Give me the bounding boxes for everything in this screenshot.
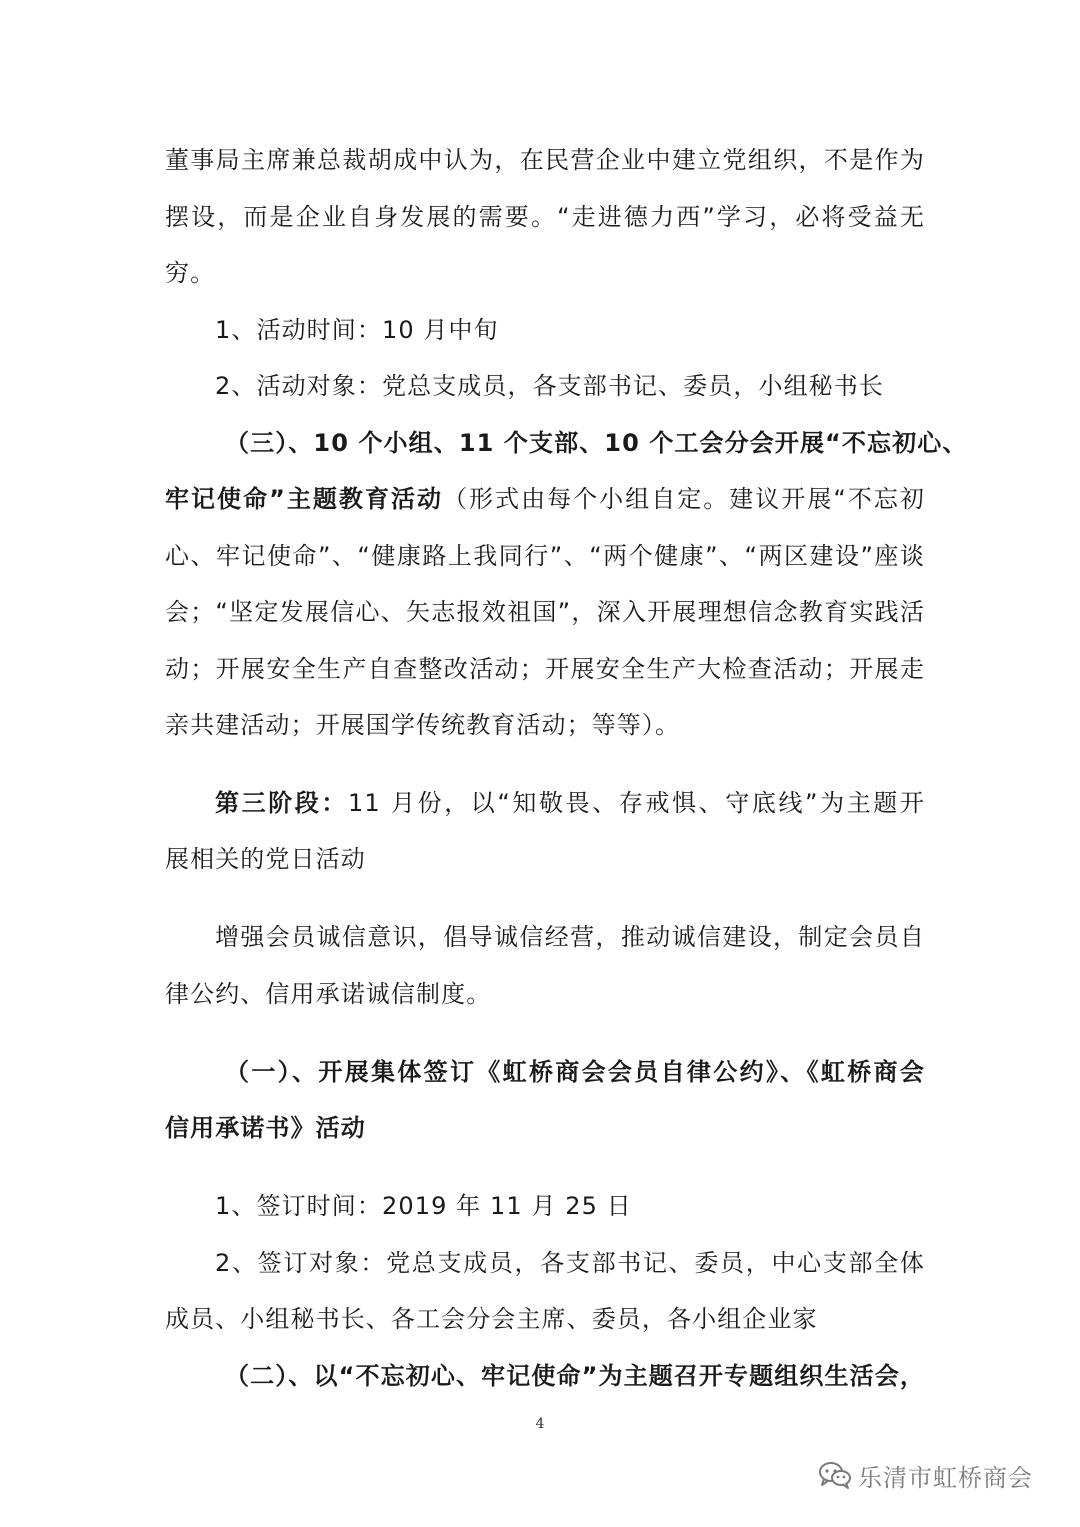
paragraph-line: 心、牢记使命”、“健康路上我同行”、“两个健康”、“两区建设”座谈 bbox=[165, 542, 925, 570]
paragraph-line: 增强会员诚信意识，倡导诚信经营，推动诚信建设，制定会员自 bbox=[215, 923, 925, 951]
watermark-text: 乐清市虹桥商会 bbox=[858, 1463, 1033, 1492]
section-note: （形式由每个小组自定。建议开展“不忘初 bbox=[443, 485, 925, 513]
section-heading: （二）、以“不忘初心、牢记使命”为主题召开专题组织生活会， bbox=[225, 1362, 925, 1390]
paragraph-line: 董事局主席兼总裁胡成中认为，在民营企业中建立党组织，不是作为 bbox=[165, 146, 925, 174]
section-heading: （一）、开展集体签订《虹桥商会会员自律公约》、《虹桥商会 bbox=[225, 1058, 925, 1086]
paragraph-line: 律公约、信用承诺诚信制度。 bbox=[165, 980, 492, 1008]
stage-title-cont: 展相关的党日活动 bbox=[165, 845, 366, 873]
stage-heading bbox=[215, 786, 925, 820]
paragraph-line: 动；开展安全生产自查整改活动；开展安全生产大检查活动；开展走 bbox=[165, 655, 925, 683]
paragraph-line-mixed bbox=[165, 482, 925, 516]
paragraph-line: 亲共建活动；开展国学传统教育活动；等等）。 bbox=[165, 711, 681, 739]
signing-time-item: 1、签订时间：2019 年 11 月 25 日 bbox=[215, 1192, 632, 1220]
section-heading-cont: 信用承诺书》活动 bbox=[165, 1114, 366, 1142]
paragraph-line: 穷。 bbox=[165, 259, 216, 287]
activity-time-item: 1、活动时间：10 月中旬 bbox=[215, 316, 499, 344]
watermark bbox=[818, 1455, 1033, 1495]
activity-target-item: 2、活动对象：党总支成员，各支部书记、委员，小组秘书长 bbox=[215, 372, 884, 400]
paragraph-line: 成员、小组秘书长、各工会分会主席、委员，各小组企业家 bbox=[165, 1305, 818, 1333]
section-heading-cont: 牢记使命”主题教育活动 bbox=[165, 485, 444, 513]
paragraph-line: 摆设，而是企业自身发展的需要。“走进德力西”学习，必将受益无 bbox=[165, 203, 925, 231]
section-heading: （三）、10 个小组、11 个支部、10 个工会分会开展“不忘初心、 bbox=[225, 429, 968, 457]
signing-target-item: 2、签订对象：党总支成员，各支部书记、委员，中心支部全体 bbox=[215, 1249, 925, 1277]
paragraph-line: 会；“坚定发展信心、矢志报效祖国”，深入开展理想信念教育实践活 bbox=[165, 598, 925, 626]
stage-title: 11 月份，以“知敬畏、存戒惧、守底线”为主题开 bbox=[348, 789, 925, 817]
stage-label: 第三阶段： bbox=[215, 789, 349, 817]
page-number: 4 bbox=[535, 1416, 545, 1432]
wechat-icon bbox=[818, 1460, 852, 1490]
